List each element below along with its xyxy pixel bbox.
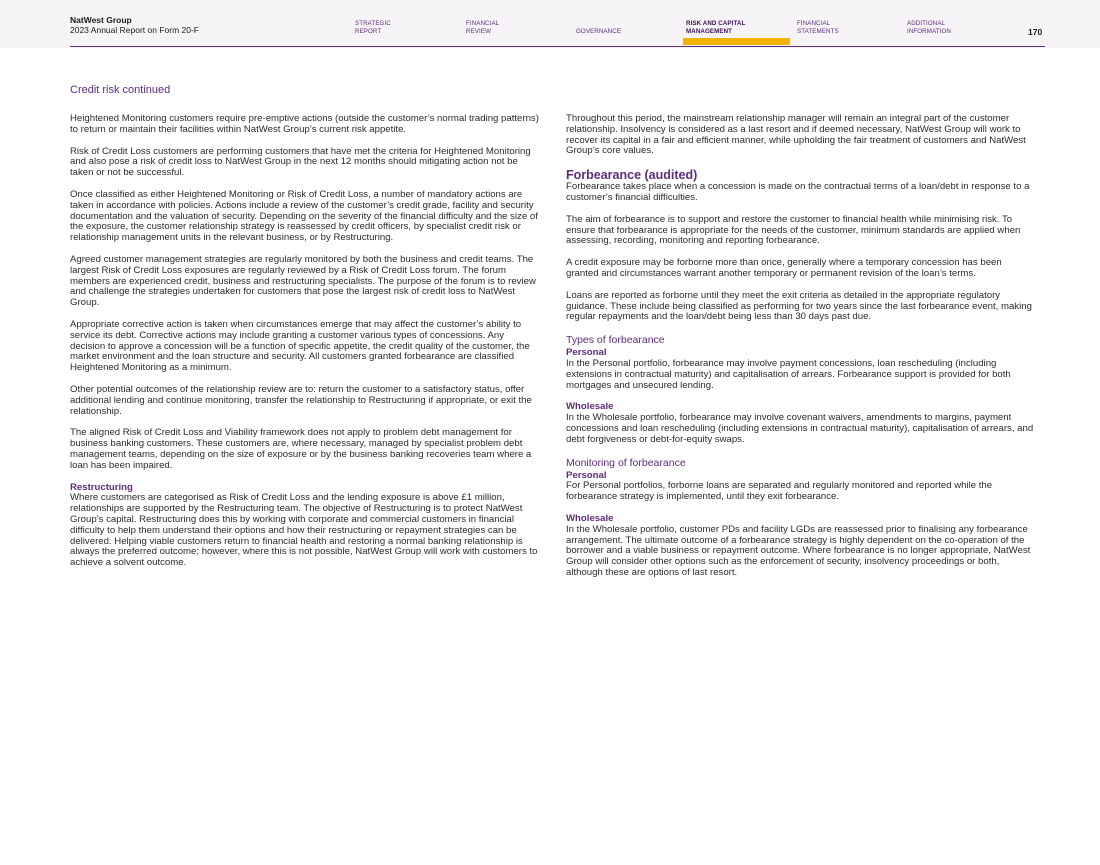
nav-label-line1: RISK AND CAPITAL xyxy=(686,20,746,27)
nav-label-line2: MANAGEMENT xyxy=(686,27,733,35)
forbearance-heading: Forbearance (audited) xyxy=(566,168,698,183)
section-heading: Credit risk continued xyxy=(70,84,171,96)
nav-financial-review[interactable] xyxy=(466,20,499,35)
brand xyxy=(70,15,199,35)
monitoring-of-forbearance-heading: Monitoring of forbearance xyxy=(566,456,686,469)
paragraph: Other potential outcomes of the relationship review are to: return the customer to a satisfactory status, offer additional lending and continue monitoring, transfer the relationship to Restructuring if appropriate, or exit the relationship. xyxy=(70,383,532,417)
paragraph: In the Personal portfolio, forbearance may involve payment concessions, loan rescheduling (including extensions in contractual maturity) and capitalisation of arrears. Forbearance support is provided for both mortgages and unsecured lending. xyxy=(566,357,1011,391)
paragraph: In the Wholesale portfolio, forbearance may involve covenant waivers, amendments to margins, payment concessions and loan rescheduling (including extensions in contractual maturity), capitalisation of arrears, and debt forgiveness or debt-for-equity swaps. xyxy=(566,412,1034,445)
nav-label-line2: REPORT xyxy=(355,27,382,35)
active-section-indicator xyxy=(683,38,790,45)
nav-strategic-report[interactable] xyxy=(355,20,391,35)
page-number: 170 xyxy=(1028,27,1043,37)
types-wholesale-heading: Wholesale xyxy=(566,401,614,413)
restructuring-heading: Restructuring xyxy=(70,481,133,493)
monitoring-wholesale-heading: Wholesale xyxy=(566,512,614,524)
nav-additional-information[interactable] xyxy=(907,20,951,35)
paragraph: Agreed customer management strategies are regularly monitored by both the business and credit teams. The largest Risk of Credit Loss exposures are regularly reviewed by a Risk of Credit Loss forum. The forum members are experienced credit, business and restructuring specialists. The purpose of the forum is to review and challenge the strategies undertaken for customers that pose the largest risk of credit loss to NatWest Group. xyxy=(70,253,536,309)
nav-label-line1: STRATEGIC xyxy=(355,20,391,27)
paragraph: A credit exposure may be forborne more than once, generally where a temporary concession has been granted and circumstances warrant another temporary or permanent revision of the loan’s terms. xyxy=(566,257,1002,279)
paragraph: Appropriate corrective action is taken when circumstances emerge that may affect the customer’s ability to service its debt. Corrective actions may include granting a customer various types of concessions. Any decision to approve a concession will be a function of specific appetite, the credit quality of the customer, the market environment and the loan structure and security. All customers granted forbearance are classified Heightened Monitoring as a minimum. xyxy=(70,318,530,374)
company-name: NatWest Group xyxy=(70,15,132,25)
right-column xyxy=(566,114,1036,590)
paragraph: In the Wholesale portfolio, customer PDs and facility LGDs are reassessed prior to finalising any forbearance arrangement. The ultimate outcome of a forbearance strategy is highly dependent on the co-operation of the borrower and a viable business or repayment outcome. Where forbearance is no longer appropriate, NatWest Group will consider other options such as the enforcement of security, insolvency proceedings or both, although these are options of last resort. xyxy=(566,523,1031,578)
paragraph: Heightened Monitoring customers require pre-emptive actions (outside the customer’s normal trading patterns) to return or maintain their facilities within NatWest Group’s current risk appetite. xyxy=(70,113,539,135)
nav-label-line2: INFORMATION xyxy=(907,27,951,35)
nav-label-line2: STATEMENTS xyxy=(797,27,839,35)
nav-label-line2: GOVERNANCE xyxy=(576,27,622,35)
nav-label-line1: FINANCIAL xyxy=(797,20,831,27)
paragraph: Risk of Credit Loss customers are performing customers that have met the criteria for Heightened Monitoring and also pose a risk of credit loss to NatWest Group in the next 12 months should mitigating action not be taken or not be successful. xyxy=(70,145,531,179)
left-column xyxy=(70,114,540,580)
paragraph: The aim of forbearance is to support and restore the customer to financial health while minimising risk. To ensure that forbearance is appropriate for the needs of the customer, minimum standards are applied when assessing, recording, monitoring and reporting forbearance. xyxy=(566,213,1021,247)
nav-label-line2: REVIEW xyxy=(466,27,492,35)
types-personal-heading: Personal xyxy=(566,347,607,359)
report-title: 2023 Annual Report on Form 20-F xyxy=(70,25,199,35)
paragraph: The aligned Risk of Credit Loss and Viability framework does not apply to problem debt management for business banking customers. These customers are, where necessary, managed by specialist problem debt management teams, depending on the size of exposure or by the business banking recoveries team where a loan has been impaired. xyxy=(70,427,532,471)
monitoring-personal-heading: Personal xyxy=(566,469,607,481)
nav-financial-statements[interactable] xyxy=(797,20,839,35)
page-header xyxy=(0,0,1100,48)
header-divider xyxy=(70,46,1045,47)
paragraph: Forbearance takes place when a concession is made on the contractual terms of a loan/debt in response to a customer’s financial difficulties. xyxy=(566,181,1030,203)
paragraph: Throughout this period, the mainstream relationship manager will remain an integral part of the customer relationship. Insolvency is considered as a last resort and if deemed necessary, NatWest Group will work to recover its capital in a fair and efficient manner, while upholding the fair treatment of customers and NatWest Group’s core values. xyxy=(566,113,1026,157)
types-of-forbearance-heading: Types of forbearance xyxy=(566,334,665,347)
paragraph: For Personal portfolios, forborne loans are separated and regularly monitored and reported while the forbearance strategy is implemented, until they exit forbearance. xyxy=(566,480,993,503)
paragraph: Loans are reported as forborne until they meet the exit criteria as detailed in the appropriate regulatory guidance. These include being classified as performing for two years since the last forbearance event, making regular repayments and the loan/debt being less than 30 days past due. xyxy=(566,289,1032,323)
nav-risk-and-capital-management[interactable] xyxy=(686,20,745,35)
nav-label-line1: ADDITIONAL xyxy=(907,20,946,27)
nav-label-line1: FINANCIAL xyxy=(466,20,500,27)
paragraph: Where customers are categorised as Risk of Credit Loss and the lending exposure is above £1 million, relationships are supported by the Restructuring team. The objective of Restructuring is to protect NatWest Group’s capital. Restructuring does this by working with corporate and commercial customers in financial difficulty to help them understand their options and how their restructuring or repayment strategies can be delivered. Helping viable customers return to financial health and restoring a normal banking relationship is always the preferred outcome; however, where this is not possible, NatWest Group will work with customers to achieve a solvent outcome. xyxy=(70,492,538,569)
nav-governance[interactable] xyxy=(576,28,621,36)
paragraph: Once classified as either Heightened Monitoring or Risk of Credit Loss, a number of mandatory actions are taken in accordance with policies. Actions include a review of the customer’s credit grade, facility and security documentation and the valuation of security. Depending on the severity of the financial difficulty and the size of the exposure, the customer relationship strategy is reassessed by credit officers, by specialist credit risk or relationship management units in the relevant business, or by Restructuring. xyxy=(70,188,538,244)
